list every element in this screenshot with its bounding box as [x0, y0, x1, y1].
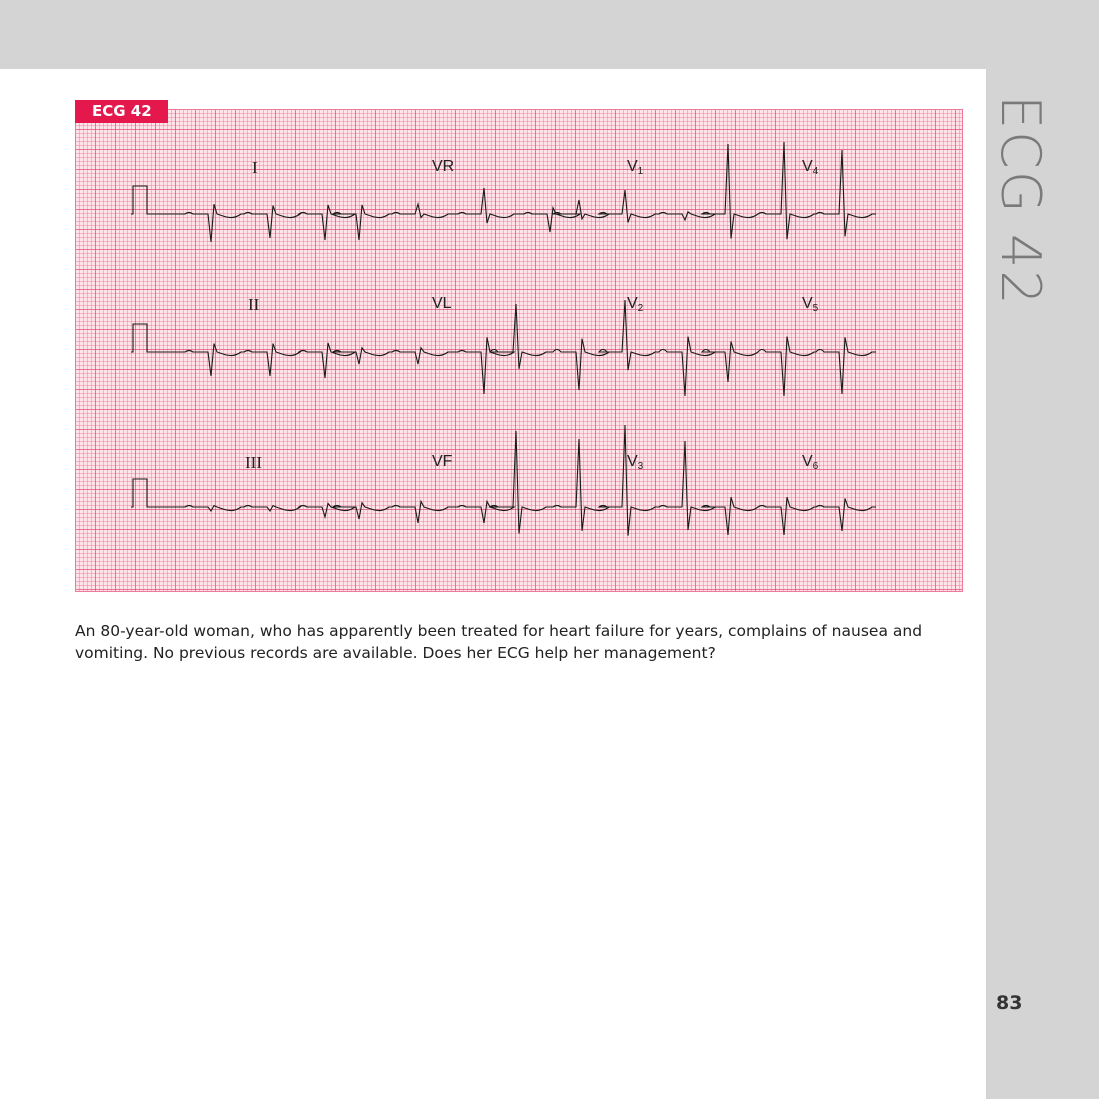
ecg-trace-row2 — [131, 300, 876, 396]
lead-label-v6: $V_6$ — [802, 453, 819, 472]
lead-label-vf: VF — [432, 453, 453, 470]
case-description: An 80-year-old woman, who has apparently been treated for heart failure for years, complains of nausea and vomiting. No previous records are available. Does her ECG help her management? — [75, 622, 923, 662]
ecg-traces — [76, 110, 963, 592]
ecg-tag: ECG 42 — [75, 100, 168, 123]
side-title: ECG 42 — [989, 95, 1052, 307]
lead-label-v3: $V_3$ — [627, 453, 644, 472]
ecg-strip — [75, 109, 963, 592]
lead-label-v1: $V_1$ — [627, 158, 644, 177]
page-number: 83 — [996, 992, 1023, 1014]
lead-label-v4: $V_4$ — [802, 158, 819, 177]
lead-label-vr: VR — [432, 158, 455, 175]
lead-label-v5: $V_5$ — [802, 295, 819, 314]
lead-label-vl: VL — [432, 295, 452, 312]
ecg-trace-row3 — [131, 425, 876, 536]
lead-label-v2: $V_2$ — [627, 295, 644, 314]
ecg-trace-row1 — [131, 142, 876, 242]
lead-label-i: I — [252, 158, 258, 177]
top-band — [0, 0, 1099, 69]
lead-label-iii: III — [245, 453, 262, 472]
lead-label-ii: II — [248, 295, 260, 314]
